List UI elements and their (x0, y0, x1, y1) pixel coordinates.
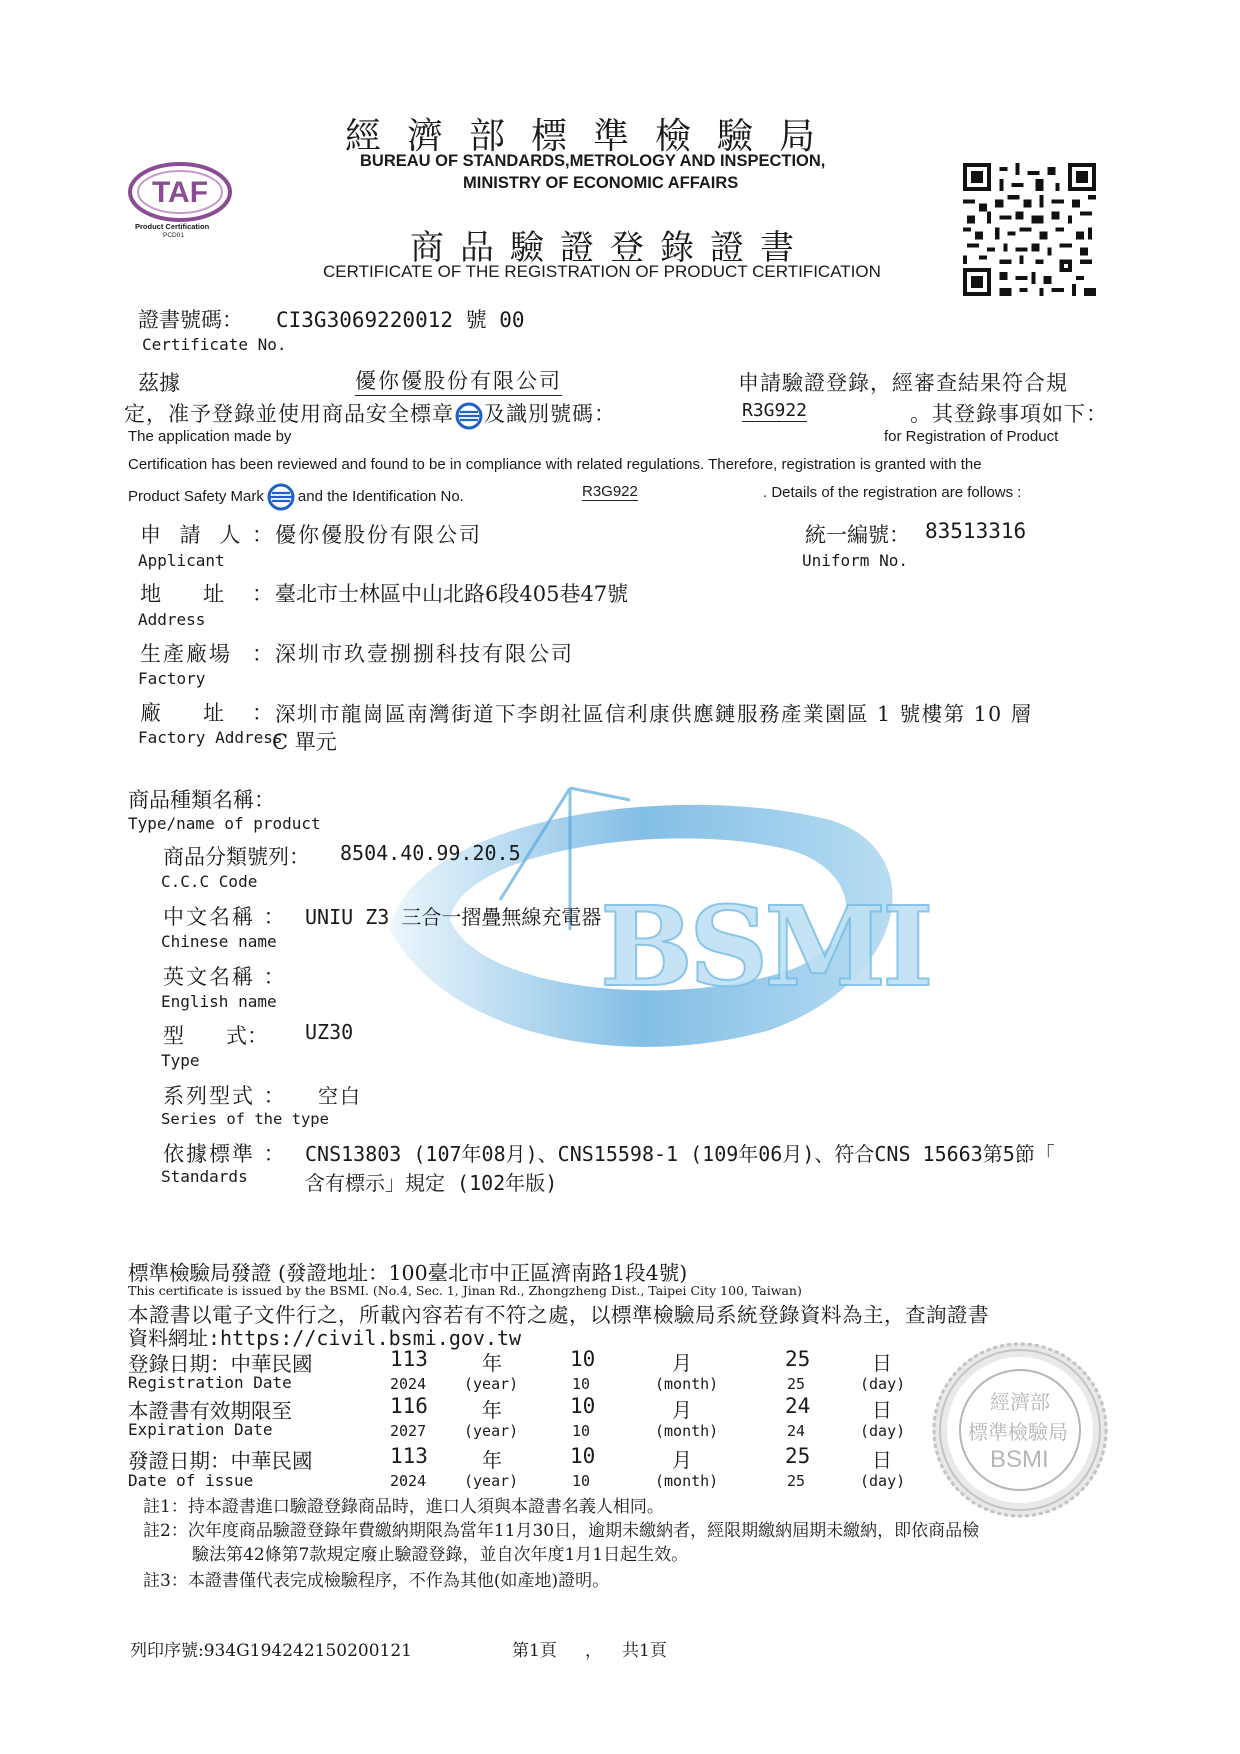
applicant-value: 優你優股份有限公司 (275, 523, 482, 547)
type-label: 型 式： (163, 1024, 268, 1048)
issue-date-year: 113 (390, 1444, 428, 1468)
chinese-name-label-en: Chinese name (161, 932, 277, 951)
issue-date-day-en: 25 (787, 1472, 806, 1490)
issuer-zh: 標準檢驗局發證 (發證地址：100臺北市中正區濟南路1段4號) (128, 1261, 688, 1285)
note-2: 註2：次年度商品驗證登錄年費繳納期限為當年11月30日，逾期未繳納者，經限期繳納屆期未繳納，即依商品檢 (143, 1521, 980, 1541)
factory-label: 生產廠場 (140, 642, 232, 666)
note-1: 註1：持本證書進口驗證登錄商品時，進口人須與本證書名義人相同。 (143, 1497, 664, 1517)
reg-date-month-en: 10 (572, 1375, 591, 1393)
exp-date-day-zh: 日 (872, 1398, 892, 1422)
exp-date-day-unit: (day) (860, 1422, 906, 1440)
uniform-no-label: 統一編號： (805, 523, 910, 547)
applicant-label: 申 請 人 (140, 523, 247, 547)
issuer-en: This certificate is issued by the BSMI. (No.4, Sec. 1, Jinan Rd., Zhongzheng Dist., Taipei City 100, Taiwan) (128, 1283, 802, 1298)
series-label: 系列型式 ： (163, 1084, 287, 1108)
statement-en-2: Certification has been reviewed and found to be in compliance with related regulations. Therefore, registration is granted with the (128, 456, 982, 473)
page-number: 第1頁 (512, 1641, 557, 1661)
exp-date-year-unit: (year) (464, 1422, 519, 1440)
applicant-colon: ： (252, 523, 273, 547)
standards-label: 依據標準 ： (163, 1142, 287, 1166)
exp-date-year-en: 2027 (390, 1422, 427, 1440)
address-label: 地 址 (140, 582, 224, 606)
taf-sub-2: PCD01 (163, 232, 184, 239)
statement-en-3b: and the Identification No. (297, 487, 464, 505)
print-serial: 列印序號:934G194242150200121 (130, 1641, 412, 1661)
safety-mark-icon-small (264, 482, 298, 512)
agency-name-zh: 經濟部標準檢驗局 (345, 116, 842, 157)
issue-date-label: 發證日期：中華民國 (128, 1449, 313, 1473)
issue-date-month-zh: 月 (672, 1448, 692, 1472)
reg-date-month-unit: (month) (655, 1375, 719, 1393)
statement-en-3 (128, 482, 464, 512)
note-3: 註3：本證書僅代表完成檢驗程序，不作為其他(如產地)證明。 (143, 1571, 610, 1591)
issue-date-day-unit: (day) (860, 1472, 906, 1490)
uniform-no-label-en: Uniform No. (802, 551, 908, 570)
factory-address-value-1: 深圳市龍崗區南灣街道下李朗社區信利康供應鏈服務產業園區 1 號樓第 10 層 (275, 702, 1033, 726)
reg-date-day-en: 25 (787, 1375, 806, 1393)
reg-date-label: 登錄日期：中華民國 (128, 1352, 313, 1376)
bsmi-watermark-text: BSMI (600, 882, 930, 1011)
exp-date-month-zh: 月 (672, 1398, 692, 1422)
english-name-label-en: English name (161, 992, 277, 1011)
seal-line-2: 標準檢驗局 (968, 1420, 1068, 1444)
factory-colon: ： (252, 642, 273, 666)
issue-date-month: 10 (570, 1444, 596, 1468)
exp-date-year: 116 (390, 1394, 428, 1418)
reg-date-day: 25 (785, 1347, 811, 1371)
factory-label-en: Factory (138, 669, 206, 688)
statement-en-1b: for Registration of Product (884, 428, 1059, 445)
certificate-title-zh: 商品驗證登錄證書 (410, 228, 810, 268)
issue-date-month-unit: (month) (655, 1472, 719, 1490)
chinese-name-value: UNIU Z3 三合一摺疊無線充電器 (305, 905, 602, 929)
statement-line2c: 。其登錄事項如下： (910, 402, 1108, 426)
reg-date-day-zh: 日 (872, 1351, 892, 1375)
reg-date-year-en: 2024 (390, 1375, 427, 1393)
exp-date-label-en: Expiration Date (128, 1420, 273, 1439)
address-value: 臺北市士林區中山北路6段405巷47號 (275, 582, 629, 606)
taf-logo (125, 160, 235, 240)
issue-date-month-en: 10 (572, 1472, 591, 1490)
exp-date-month-en: 10 (572, 1422, 591, 1440)
statement-prefix: 茲據 (138, 371, 180, 395)
page-separator: ， (585, 1641, 602, 1661)
exp-date-month-unit: (month) (655, 1422, 719, 1440)
address-label-en: Address (138, 610, 206, 629)
ccc-value: 8504.40.99.20.5 (340, 841, 521, 865)
bsmi-seal (930, 1340, 1110, 1520)
statement-en-1: The application made by (128, 428, 292, 445)
page-total: 共1頁 (622, 1641, 667, 1661)
issue-date-year-unit: (year) (464, 1472, 519, 1490)
ccc-label-en: C.C.C Code (161, 872, 258, 891)
factory-address-label-en: Factory Address (138, 728, 283, 747)
issue-date-day: 25 (785, 1444, 811, 1468)
seal-line-3: BSMI (990, 1446, 1049, 1473)
certificate-no-label-en: Certificate No. (142, 335, 287, 354)
qr-code-icon (963, 163, 1096, 296)
type-value: UZ30 (305, 1020, 354, 1044)
safety-mark-icon (454, 401, 484, 431)
issue-date-day-zh: 日 (872, 1448, 892, 1472)
issuer-note-2: 資料網址:https://civil.bsmi.gov.tw (128, 1326, 522, 1350)
reg-date-label-en: Registration Date (128, 1373, 292, 1392)
applicant-label-en: Applicant (138, 551, 225, 570)
issue-date-year-zh: 年 (482, 1448, 502, 1472)
statement-en-id-no: R3G922 (582, 483, 638, 500)
exp-date-month: 10 (570, 1394, 596, 1418)
taf-sub-1: Product Certification (135, 222, 210, 231)
statement-company: 優你優股份有限公司 (355, 365, 562, 396)
agency-name-en-2: MINISTRY OF ECONOMIC AFFAIRS (463, 174, 739, 192)
exp-date-year-zh: 年 (482, 1398, 502, 1422)
reg-date-year-zh: 年 (482, 1351, 502, 1375)
product-heading-en: Type/name of product (128, 814, 321, 833)
standards-value-2: 含有標示」規定 (102年版) (305, 1171, 558, 1195)
series-label-en: Series of the type (161, 1110, 329, 1128)
standards-value-1: CNS13803 (107年08月)、CNS15598-1 (109年06月)、符合CNS 15663第5節「 (305, 1142, 1055, 1166)
statement-line2-text: 定，准予登錄並使用商品安全標章 (124, 402, 454, 426)
exp-date-label: 本證書有效期限至 (128, 1399, 292, 1423)
statement-en-3a: Product Safety Mark (128, 487, 264, 505)
certificate-title-en: CERTIFICATE OF THE REGISTRATION OF PRODUCT CERTIFICATION (323, 262, 881, 281)
factory-address-value-2: C 單元 (272, 730, 337, 754)
exp-date-day: 24 (785, 1394, 811, 1418)
statement-line2b-text: 及識別號碼： (484, 402, 616, 426)
standards-label-en: Standards (161, 1167, 248, 1186)
uniform-no-value: 83513316 (925, 519, 1027, 543)
factory-value: 深圳市玖壹捌捌科技有限公司 (275, 642, 574, 666)
exp-date-day-en: 24 (787, 1422, 806, 1440)
series-value: 空白 (318, 1084, 362, 1108)
issuer-note-1: 本證書以電子文件行之，所載內容若有不符之處，以標準檢驗局系統登錄資料為主，查詢證書 (128, 1303, 989, 1327)
statement-mid: 申請驗證登錄，經審查結果符合規 (738, 371, 1068, 395)
factory-address-label: 廠 址 (140, 701, 224, 725)
statement-id-no: R3G922 (742, 400, 808, 421)
seal-line-1: 經濟部 (990, 1390, 1050, 1414)
certificate-no-label: 證書號碼： (138, 308, 243, 332)
type-label-en: Type (161, 1051, 200, 1070)
address-colon: ： (252, 582, 273, 606)
reg-date-month-zh: 月 (672, 1351, 692, 1375)
ccc-label: 商品分類號列： (163, 845, 310, 869)
english-name-label: 英文名稱 ： (163, 965, 287, 989)
agency-name-en-1: BUREAU OF STANDARDS,METROLOGY AND INSPECTION, (360, 152, 826, 170)
statement-line2 (124, 398, 616, 431)
factory-address-colon: ： (252, 701, 273, 725)
issue-date-year-en: 2024 (390, 1472, 427, 1490)
taf-logo-text: TAF (151, 176, 209, 209)
reg-date-day-unit: (day) (860, 1375, 906, 1393)
reg-date-month: 10 (570, 1347, 596, 1371)
reg-date-year-unit: (year) (464, 1375, 519, 1393)
chinese-name-label: 中文名稱 ： (163, 905, 287, 929)
statement-en-3c: . Details of the registration are follows : (763, 484, 1022, 501)
product-heading: 商品種類名稱： (128, 788, 275, 812)
certificate-no-value: CI3G3069220012 號 00 (276, 308, 525, 332)
issue-date-label-en: Date of issue (128, 1471, 254, 1490)
note-2-cont: 驗法第42條第7款規定廢止驗證登錄，並自次年度1月1日起生效。 (192, 1545, 689, 1565)
reg-date-year: 113 (390, 1347, 428, 1371)
